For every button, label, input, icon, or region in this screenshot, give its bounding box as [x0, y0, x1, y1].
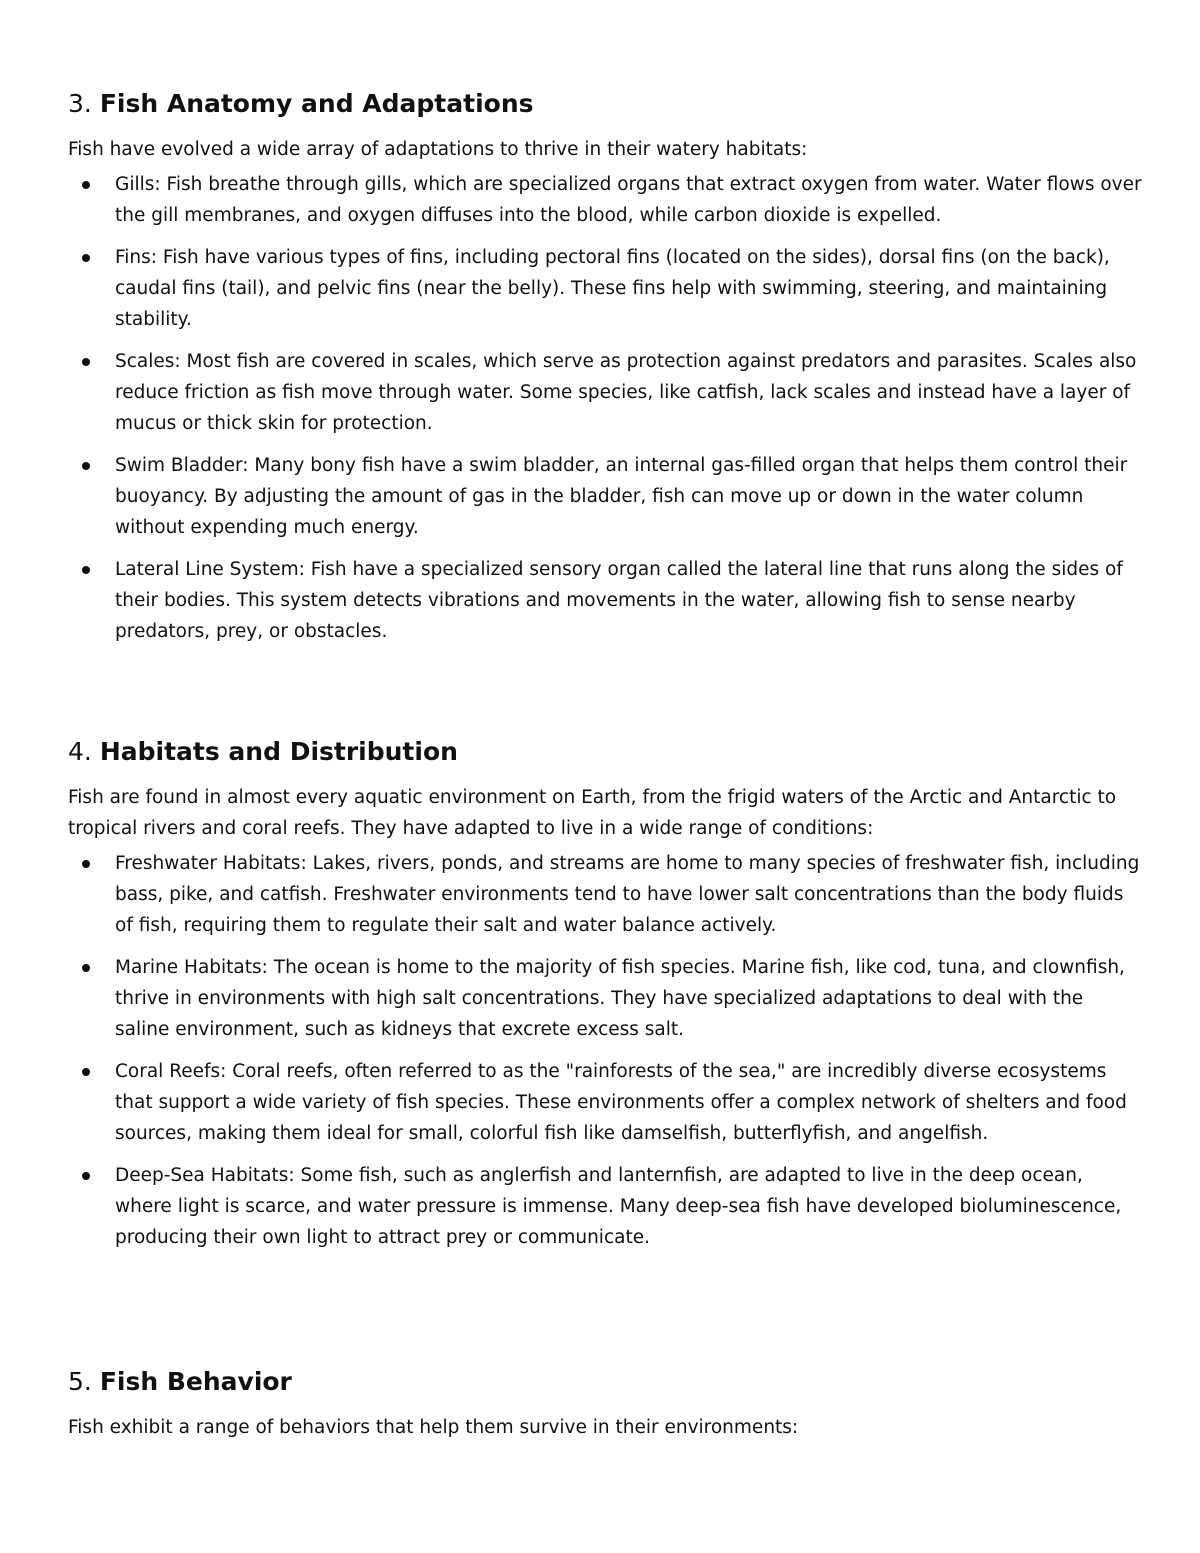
section-number: 5. — [68, 1367, 92, 1396]
bullet-icon — [82, 860, 90, 868]
section-title: Fish Anatomy and Adaptations — [99, 89, 534, 118]
section-title: Fish Behavior — [99, 1367, 292, 1396]
item-text: Some fish, such as anglerfish and lanternfish, are adapted to live in the deep ocean, where light is scarce, and water pressure is immense. Many deep-sea fish have developed bioluminescence, producing their own light to attract prey or communicate. — [115, 1165, 1122, 1248]
item-term: Gills: — [115, 174, 161, 195]
list-item — [68, 346, 1143, 439]
list-item — [68, 952, 1143, 1045]
item-text: Fish have a specialized sensory organ called the lateral line that runs along the sides of their bodies. This system detects vibrations and movements in the water, allowing fish to sense nearby predators, prey, or obstacles. — [115, 559, 1123, 642]
section-number: 4. — [68, 737, 92, 766]
item-term: Marine Habitats: — [115, 957, 268, 978]
bullet-icon — [82, 1068, 90, 1076]
section-anatomy — [68, 82, 1143, 724]
section-intro: Fish have evolved a wide array of adaptations to thrive in their watery habitats: — [68, 139, 808, 160]
item-term: Scales: — [115, 351, 181, 372]
section-intro: Fish are found in almost every aquatic environment on Earth, from the frigid waters of the Arctic and Antarctic to tropical rivers and coral reefs. They have adapted to live in a wide range of conditions: — [68, 787, 1117, 839]
item-term: Coral Reefs: — [115, 1061, 227, 1082]
list-item — [68, 450, 1143, 543]
item-text: Fish breathe through gills, which are specialized organs that extract oxygen from water. Water flows over the gill membranes, and oxygen diffuses into the blood, while carbon dioxide is expelled. — [115, 174, 1142, 226]
item-text: Fish have various types of fins, including pectoral fins (located on the sides), dorsal fins (on the back), caudal fins (tail), and pelvic fins (near the belly). These fins help with swimming, steering, and maintaining stability. — [115, 247, 1110, 330]
list-item — [68, 848, 1143, 941]
bullet-icon — [82, 358, 90, 366]
bullet-icon — [82, 462, 90, 470]
bullet-icon — [82, 254, 90, 262]
section-behavior — [68, 1360, 1143, 1447]
list-item — [68, 169, 1143, 231]
section-heading — [68, 82, 1143, 126]
section-number: 3. — [68, 89, 92, 118]
item-term: Lateral Line System: — [115, 559, 305, 580]
item-term: Swim Bladder: — [115, 455, 249, 476]
item-text: The ocean is home to the majority of fish species. Marine fish, like cod, tuna, and clownfish, thrive in environments with high salt concentrations. They have specialized adaptations to deal with the saline environment, such as kidneys that excrete excess salt. — [115, 957, 1125, 1040]
item-term: Freshwater Habitats: — [115, 853, 307, 874]
bullet-list — [68, 169, 1143, 647]
section-heading — [68, 730, 1143, 774]
list-item — [68, 1056, 1143, 1149]
item-term: Fins: — [115, 247, 158, 268]
item-text: Coral reefs, often referred to as the "rainforests of the sea," are incredibly diverse ecosystems that support a wide variety of fish species. These environments offer a complex network of shelters and food sources, making them ideal for small, colorful fish like damselfish, butterflyfish, and angelfish. — [115, 1061, 1127, 1144]
item-text: Lakes, rivers, ponds, and streams are home to many species of freshwater fish, including bass, pike, and catfish. Freshwater environments tend to have lower salt concentrations than the body fluids of fish, requiring them to regulate their salt and water balance actively. — [115, 853, 1140, 936]
list-item — [68, 554, 1143, 647]
item-text: Most fish are covered in scales, which serve as protection against predators and parasites. Scales also reduce friction as fish move through water. Some species, like catfish, lack scales and instead have a layer of mucus or thick skin for protection. — [115, 351, 1137, 434]
bullet-icon — [82, 181, 90, 189]
item-text: Many bony fish have a swim bladder, an internal gas-filled organ that helps them control their buoyancy. By adjusting the amount of gas in the bladder, fish can move up or down in the water column without expending much energy. — [115, 455, 1128, 538]
document-page — [68, 82, 1143, 1438]
bullet-icon — [82, 1172, 90, 1180]
section-title: Habitats and Distribution — [99, 737, 458, 766]
section-intro: Fish exhibit a range of behaviors that help them survive in their environments: — [68, 1417, 799, 1438]
item-term: Deep-Sea Habitats: — [115, 1165, 295, 1186]
list-item — [68, 1160, 1143, 1253]
section-heading — [68, 1360, 1143, 1404]
bullet-icon — [82, 566, 90, 574]
bullet-icon — [82, 964, 90, 972]
section-habitats — [68, 730, 1143, 1264]
list-item — [68, 242, 1143, 335]
bullet-list — [68, 848, 1143, 1253]
